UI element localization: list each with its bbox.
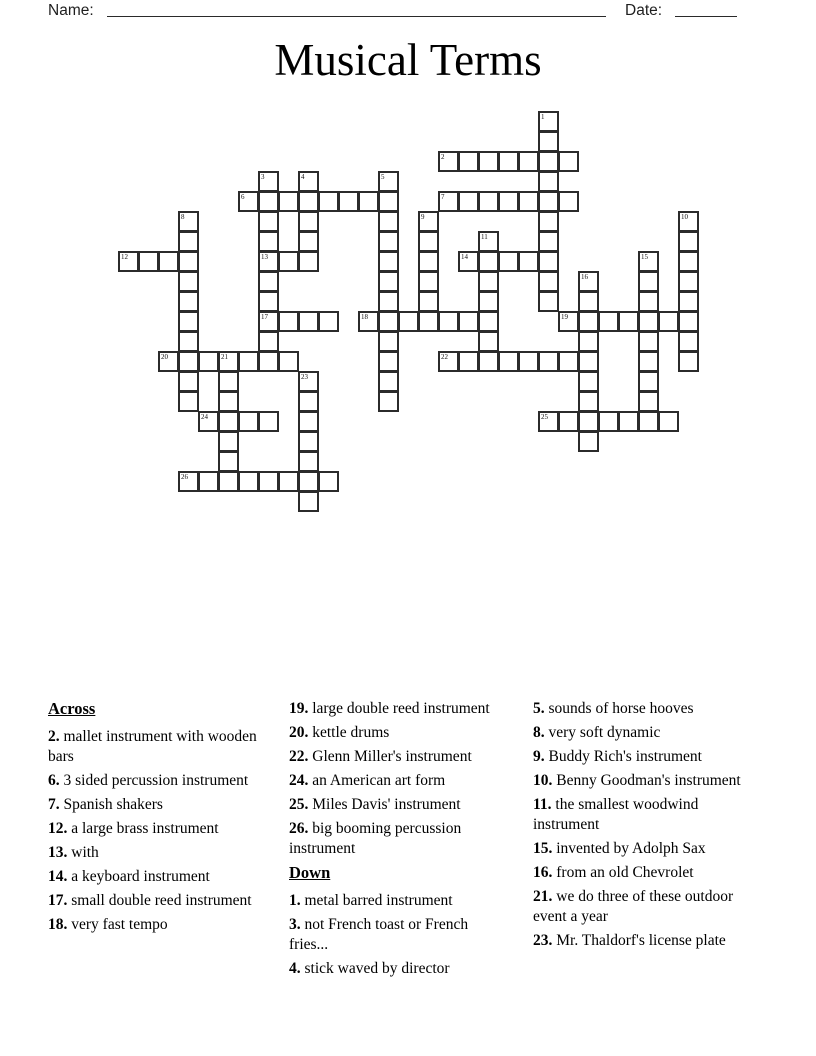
clue-column-1 — [48, 699, 263, 939]
clue-number: 12. — [48, 820, 68, 837]
name-label: Name: — [48, 2, 94, 19]
grid-cell — [358, 311, 379, 332]
grid-cell — [378, 271, 399, 292]
clue-text: not French toast or French fries... — [289, 916, 469, 953]
grid-cell — [538, 251, 559, 272]
grid-cell — [238, 471, 259, 492]
grid-cell — [258, 351, 279, 372]
grid-cell — [378, 191, 399, 212]
grid-cell — [298, 431, 319, 452]
clue-text: small double reed instrument — [67, 892, 252, 909]
grid-cell — [478, 291, 499, 312]
grid-cell — [298, 211, 319, 232]
cell-number: 1 — [541, 113, 545, 121]
grid-cell — [198, 471, 219, 492]
grid-cell — [518, 191, 539, 212]
clue-number: 11. — [533, 796, 552, 813]
grid-cell — [558, 411, 579, 432]
grid-cell — [318, 191, 339, 212]
clue-text: stick waved by director — [300, 960, 450, 977]
grid-cell — [378, 391, 399, 412]
clue-number: 14. — [48, 868, 68, 885]
grid-cell — [538, 171, 559, 192]
name-fill-line — [107, 2, 606, 17]
grid-cell — [538, 271, 559, 292]
clue-text: mallet instrument with wooden bars — [48, 728, 257, 765]
grid-cell — [438, 351, 459, 372]
clue-text: Mr. Thaldorf's license plate — [552, 932, 726, 949]
grid-cell — [258, 211, 279, 232]
grid-cell — [418, 231, 439, 252]
grid-cell — [298, 311, 319, 332]
grid-cell — [178, 371, 199, 392]
grid-cell — [438, 311, 459, 332]
clue-text: kettle drums — [308, 724, 390, 741]
cell-number: 16 — [581, 273, 588, 281]
cell-number: 22 — [441, 353, 448, 361]
clue-number: 23. — [533, 932, 553, 949]
grid-cell — [258, 331, 279, 352]
cell-number: 25 — [541, 413, 548, 421]
grid-cell — [258, 311, 279, 332]
grid-cell — [478, 351, 499, 372]
clue-item — [289, 771, 509, 791]
grid-cell — [638, 391, 659, 412]
grid-cell — [618, 311, 639, 332]
grid-cell — [298, 411, 319, 432]
cell-number: 21 — [221, 353, 228, 361]
grid-cell — [638, 251, 659, 272]
cell-number: 13 — [261, 253, 268, 261]
grid-cell — [478, 271, 499, 292]
grid-cell — [638, 411, 659, 432]
page-title: Musical Terms — [274, 35, 542, 85]
cell-number: 19 — [561, 313, 568, 321]
grid-cell — [478, 231, 499, 252]
cell-number: 10 — [681, 213, 688, 221]
grid-cell — [638, 291, 659, 312]
grid-cell — [678, 351, 699, 372]
grid-cell — [118, 251, 139, 272]
grid-cell — [538, 111, 559, 132]
grid-cell — [438, 191, 459, 212]
grid-cell — [638, 331, 659, 352]
grid-cell — [378, 251, 399, 272]
grid-cell — [498, 251, 519, 272]
clue-text: sounds of horse hooves — [544, 700, 694, 717]
clue-item — [48, 915, 263, 935]
grid-cell — [218, 391, 239, 412]
clue-item — [533, 723, 753, 743]
cell-number: 14 — [461, 253, 468, 261]
grid-cell — [638, 371, 659, 392]
clue-item — [48, 819, 263, 839]
clue-item — [289, 795, 509, 815]
clue-item — [533, 931, 753, 951]
grid-cell — [238, 411, 259, 432]
grid-cell — [538, 211, 559, 232]
clue-text: Buddy Rich's instrument — [544, 748, 702, 765]
grid-cell — [598, 411, 619, 432]
cell-number: 4 — [301, 173, 305, 181]
grid-cell — [578, 351, 599, 372]
grid-cell — [218, 471, 239, 492]
grid-cell — [378, 211, 399, 232]
grid-cell — [198, 351, 219, 372]
clue-item — [533, 747, 753, 767]
grid-cell — [598, 311, 619, 332]
grid-cell — [638, 311, 659, 332]
clue-text: big booming percussion instrument — [289, 820, 462, 857]
grid-cell — [418, 271, 439, 292]
clue-text: large double reed instrument — [308, 700, 490, 717]
grid-cell — [258, 191, 279, 212]
clue-item — [533, 771, 753, 791]
grid-cell — [298, 171, 319, 192]
clue-item — [289, 699, 509, 719]
clue-text: Glenn Miller's instrument — [308, 748, 472, 765]
grid-cell — [558, 151, 579, 172]
cell-number: 11 — [481, 233, 488, 241]
grid-cell — [218, 451, 239, 472]
cell-number: 12 — [121, 253, 128, 261]
grid-cell — [238, 351, 259, 372]
crossword-grid — [118, 111, 700, 513]
cell-number: 3 — [261, 173, 265, 181]
grid-cell — [278, 311, 299, 332]
grid-cell — [298, 471, 319, 492]
clue-number: 9. — [533, 748, 545, 765]
clue-number: 6. — [48, 772, 60, 789]
grid-cell — [178, 231, 199, 252]
grid-cell — [258, 251, 279, 272]
grid-cell — [678, 331, 699, 352]
cell-number: 15 — [641, 253, 648, 261]
clue-number: 17. — [48, 892, 68, 909]
cell-number: 17 — [261, 313, 268, 321]
grid-cell — [178, 311, 199, 332]
clue-item — [533, 699, 753, 719]
grid-cell — [158, 251, 179, 272]
clues-across-heading: Across — [48, 699, 96, 718]
grid-cell — [638, 351, 659, 372]
grid-cell — [578, 311, 599, 332]
grid-cell — [538, 151, 559, 172]
clue-item — [289, 959, 509, 979]
grid-cell — [418, 291, 439, 312]
grid-cell — [178, 391, 199, 412]
grid-cell — [658, 411, 679, 432]
cell-number: 26 — [181, 473, 188, 481]
grid-cell — [578, 371, 599, 392]
grid-cell — [218, 431, 239, 452]
grid-cell — [438, 151, 459, 172]
grid-cell — [478, 151, 499, 172]
clue-number: 26. — [289, 820, 309, 837]
clue-text: very fast tempo — [67, 916, 168, 933]
grid-cell — [478, 191, 499, 212]
grid-cell — [638, 271, 659, 292]
clue-text: a large brass instrument — [67, 820, 219, 837]
clue-number: 10. — [533, 772, 553, 789]
grid-cell — [478, 311, 499, 332]
grid-cell — [458, 191, 479, 212]
grid-cell — [458, 351, 479, 372]
clue-item — [48, 795, 263, 815]
grid-cell — [678, 311, 699, 332]
grid-cell — [518, 351, 539, 372]
clue-item — [48, 891, 263, 911]
grid-cell — [418, 251, 439, 272]
grid-cell — [378, 351, 399, 372]
grid-cell — [678, 211, 699, 232]
grid-cell — [178, 471, 199, 492]
grid-cell — [518, 251, 539, 272]
grid-cell — [298, 451, 319, 472]
clue-item — [289, 723, 509, 743]
grid-cell — [138, 251, 159, 272]
date-label: Date: — [625, 2, 663, 19]
clue-number: 2. — [48, 728, 60, 745]
grid-cell — [538, 131, 559, 152]
grid-cell — [278, 471, 299, 492]
clue-item — [289, 915, 509, 955]
grid-cell — [558, 191, 579, 212]
grid-cell — [258, 171, 279, 192]
grid-cell — [218, 411, 239, 432]
grid-cell — [178, 271, 199, 292]
grid-cell — [498, 351, 519, 372]
clue-item — [533, 863, 753, 883]
grid-cell — [458, 251, 479, 272]
clue-text: Spanish shakers — [59, 796, 163, 813]
clue-text: invented by Adolph Sax — [552, 840, 706, 857]
clue-text: from an old Chevrolet — [552, 864, 694, 881]
clue-text: an American art form — [308, 772, 446, 789]
grid-cell — [398, 311, 419, 332]
cell-number: 24 — [201, 413, 208, 421]
grid-cell — [538, 291, 559, 312]
grid-cell — [218, 371, 239, 392]
grid-cell — [358, 191, 379, 212]
clue-number: 16. — [533, 864, 553, 881]
grid-cell — [298, 251, 319, 272]
grid-cell — [418, 211, 439, 232]
clue-number: 18. — [48, 916, 68, 933]
grid-cell — [558, 311, 579, 332]
grid-cell — [278, 251, 299, 272]
grid-cell — [318, 311, 339, 332]
clue-number: 4. — [289, 960, 301, 977]
grid-cell — [518, 151, 539, 172]
grid-cell — [238, 191, 259, 212]
grid-cell — [578, 431, 599, 452]
clue-text: Miles Davis' instrument — [308, 796, 461, 813]
grid-cell — [298, 391, 319, 412]
grid-cell — [578, 331, 599, 352]
clue-text: Benny Goodman's instrument — [552, 772, 741, 789]
grid-cell — [178, 251, 199, 272]
clue-number: 3. — [289, 916, 301, 933]
clue-text: 3 sided percussion instrument — [59, 772, 249, 789]
grid-cell — [578, 271, 599, 292]
grid-cell — [258, 411, 279, 432]
clue-number: 7. — [48, 796, 60, 813]
grid-cell — [498, 151, 519, 172]
date-fill-line — [675, 2, 737, 17]
grid-cell — [558, 351, 579, 372]
clue-number: 21. — [533, 888, 553, 905]
clue-number: 15. — [533, 840, 553, 857]
clue-item — [533, 795, 753, 835]
clue-item — [48, 843, 263, 863]
grid-cell — [378, 311, 399, 332]
cell-number: 18 — [361, 313, 368, 321]
grid-cell — [678, 231, 699, 252]
grid-cell — [458, 151, 479, 172]
grid-cell — [258, 291, 279, 312]
cell-number: 20 — [161, 353, 168, 361]
cell-number: 5 — [381, 173, 385, 181]
grid-cell — [618, 411, 639, 432]
grid-cell — [178, 211, 199, 232]
grid-cell — [478, 251, 499, 272]
grid-cell — [458, 311, 479, 332]
grid-cell — [178, 291, 199, 312]
clue-item — [533, 839, 753, 859]
clue-text: the smallest woodwind instrument — [533, 796, 699, 833]
grid-cell — [578, 291, 599, 312]
grid-cell — [498, 191, 519, 212]
clue-number: 19. — [289, 700, 309, 717]
clue-number: 8. — [533, 724, 545, 741]
grid-cell — [258, 231, 279, 252]
grid-cell — [298, 191, 319, 212]
clue-item — [48, 727, 263, 767]
clue-column-3 — [533, 699, 753, 955]
grid-cell — [418, 311, 439, 332]
grid-cell — [378, 331, 399, 352]
grid-cell — [538, 351, 559, 372]
clue-text: a keyboard instrument — [67, 868, 210, 885]
clue-text: metal barred instrument — [300, 892, 453, 909]
clue-column-2 — [289, 699, 509, 983]
grid-cell — [338, 191, 359, 212]
grid-cell — [378, 291, 399, 312]
clue-number: 20. — [289, 724, 309, 741]
cell-number: 7 — [441, 193, 445, 201]
grid-cell — [278, 351, 299, 372]
grid-cell — [538, 231, 559, 252]
grid-cell — [578, 391, 599, 412]
grid-cell — [658, 311, 679, 332]
grid-cell — [178, 351, 199, 372]
grid-cell — [538, 411, 559, 432]
grid-cell — [298, 231, 319, 252]
clue-number: 5. — [533, 700, 545, 717]
cell-number: 8 — [181, 213, 185, 221]
clue-number: 22. — [289, 748, 309, 765]
grid-cell — [278, 191, 299, 212]
grid-cell — [178, 331, 199, 352]
clue-text: very soft dynamic — [544, 724, 661, 741]
grid-cell — [258, 271, 279, 292]
cell-number: 6 — [241, 193, 245, 201]
clue-item — [533, 887, 753, 927]
cell-number: 23 — [301, 373, 308, 381]
grid-cell — [678, 271, 699, 292]
grid-cell — [678, 251, 699, 272]
grid-cell — [678, 291, 699, 312]
grid-cell — [478, 331, 499, 352]
clue-number: 24. — [289, 772, 309, 789]
cell-number: 2 — [441, 153, 445, 161]
grid-cell — [198, 411, 219, 432]
grid-cell — [258, 471, 279, 492]
clue-text: we do three of these outdoor event a year — [533, 888, 734, 925]
clue-item — [289, 819, 509, 859]
cell-number: 9 — [421, 213, 425, 221]
grid-cell — [158, 351, 179, 372]
clue-text: with — [67, 844, 99, 861]
clue-item — [289, 747, 509, 767]
grid-cell — [378, 171, 399, 192]
grid-cell — [578, 411, 599, 432]
clues-down-heading: Down — [289, 863, 331, 882]
grid-cell — [298, 371, 319, 392]
clue-item — [48, 867, 263, 887]
grid-cell — [318, 471, 339, 492]
clue-item — [48, 771, 263, 791]
clue-item — [289, 891, 509, 911]
clue-number: 13. — [48, 844, 68, 861]
grid-cell — [538, 191, 559, 212]
clue-number: 25. — [289, 796, 309, 813]
grid-cell — [218, 351, 239, 372]
grid-cell — [298, 491, 319, 512]
grid-cell — [378, 231, 399, 252]
clue-number: 1. — [289, 892, 301, 909]
grid-cell — [378, 371, 399, 392]
